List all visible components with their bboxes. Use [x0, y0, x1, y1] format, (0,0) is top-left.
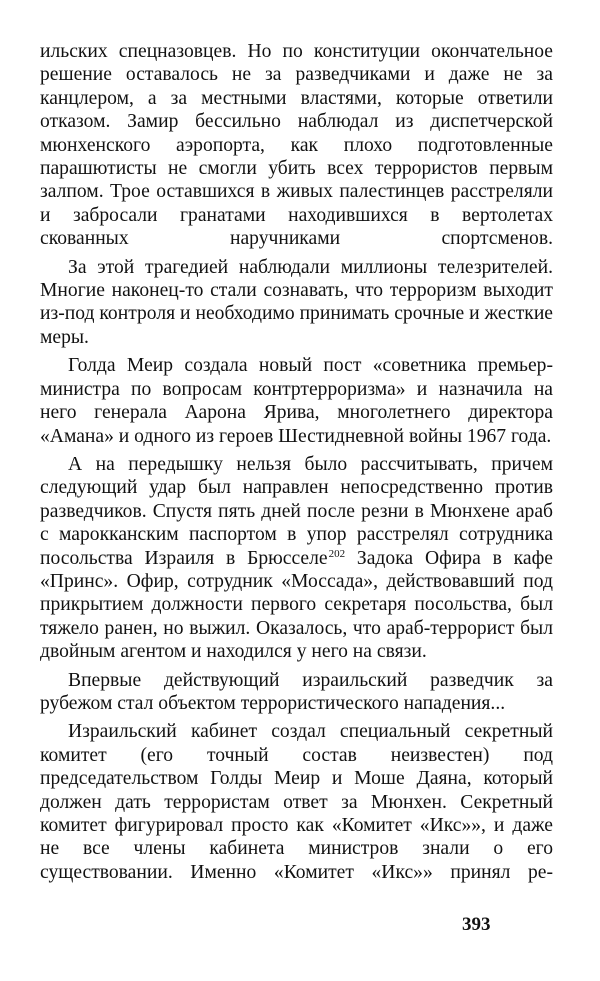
paragraph-4-text-after-note: Задока Офира в кафе «Принс». Офир, сотрудник «Моссада», действовавший под прикрытием должности первого секретаря посольства, был тяжело ранен, но выжил. Оказалось, что араб-террорист был двойным агентом и находился у него на связи. [40, 547, 553, 663]
page-number: 393 [462, 914, 491, 935]
paragraph-4 [40, 453, 553, 664]
footnote-marker: 202 [328, 547, 346, 560]
body-text [40, 40, 553, 884]
paragraph-6: Израильский кабинет создал специальный секретный комитет (его точный состав неизвестен) под председательством Голды Меир и Моше Даяна, который должен дать террористам ответ за Мюнхен. Секретный комитет фигурировал просто как «Комитет «Икс»», и даже не все члены кабинета министров знали о его существовании. Именно «Комитет «Икс»» принял ре- [40, 721, 553, 883]
paragraph-1: ильских спецназовцев. Но по конституции окончательное решение оставалось не за разведчиками и даже не за канцлером, а за местными властями, которые ответили отказом. Замир бессильно наблюдал из диспетчерской мюнхенского аэропорта, как плохо подготовленные парашютисты не смогли убить всех террористов первым залпом. Трое оставшихся в живых палестинцев расстреляли и забросали гранатами находившихся в вертолетах скованных наручниками спортсменов. [40, 41, 553, 250]
paragraph-3: Голда Меир создала новый пост «советника премьер-министра по вопросам контртерроризма» и назначила на него генерала Аарона Ярива, многолетнего директора «Амана» и одного из героев Шестидневной войны 1967 года. [40, 355, 553, 447]
paragraph-5: Впервые действующий израильский разведчик за рубежом стал объектом террористического нападения... [40, 669, 553, 714]
paragraph-4-text-before-note: А на передышку нельзя было рассчитывать, причем следующий удар был направлен непосредственно против разведчиков. Спустя пять дней после резни в Мюнхене араб с марокканским паспортом в упор расстрелял сотрудника посольства Израиля в Брюсселе [40, 453, 553, 569]
paragraph-2: За этой трагедией наблюдали миллионы телезрителей. Многие наконец-то стали сознавать, что терроризм выходит из-под контроля и необходимо принимать срочные и жесткие меры. [40, 256, 553, 348]
